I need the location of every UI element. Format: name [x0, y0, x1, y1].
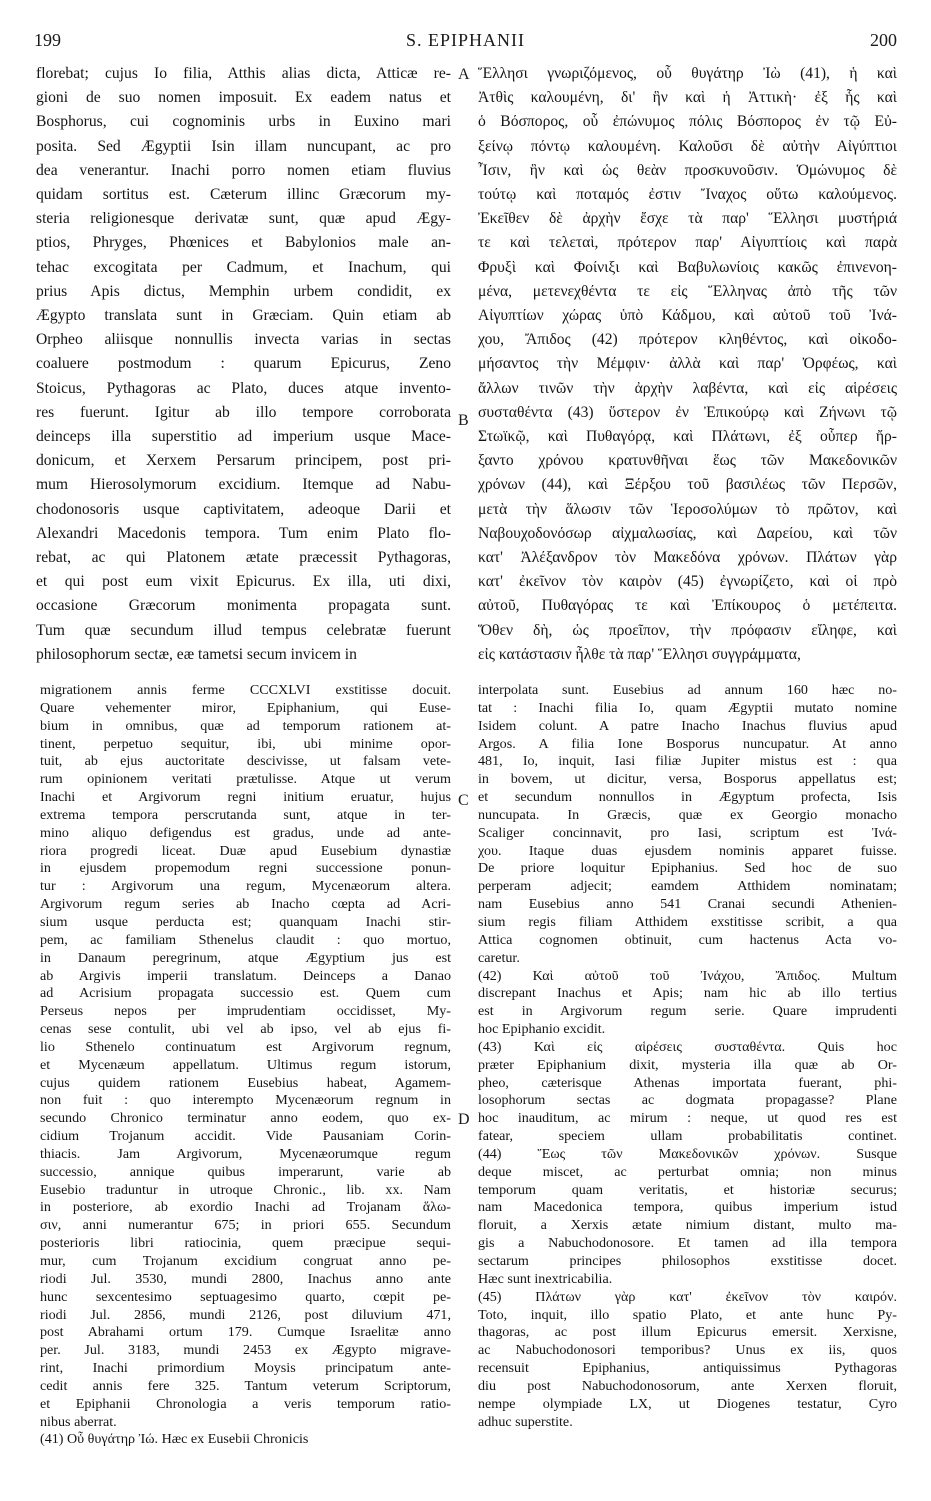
latin-text-line: chodonosoris usque captivitatem, adeoque Darii et	[36, 500, 451, 518]
note-line: gis a Nabuchodonosore. Et tamen ad illa tempora	[478, 1235, 897, 1252]
note-line: in Danaum peregrinum, atque Ægyptium jus est	[40, 949, 451, 966]
note-line: pem, ac familiam Sthenelus claudit : quo mortuo,	[40, 931, 451, 948]
greek-text-column	[478, 62, 897, 667]
note-line: ad Acrisium propagata successio est. Quem cum	[40, 985, 451, 1002]
note-line: σιν, anni numerantur 675; in priori 655. Secundum	[40, 1217, 451, 1234]
note-line: successio, annique quibus imperarunt, varie ab	[40, 1163, 451, 1180]
note-line: sectarum principes philosophos exstitisse docet.	[478, 1253, 897, 1269]
note-line: et Epiphanii Chronologia a veris temporum ratio-	[40, 1395, 451, 1412]
note-line: secundo Chronico terminatur anno eodem, quo ex-	[40, 1110, 451, 1127]
greek-text-line: Αἰγυπτίων χώρας ὑπὸ Κάδμου, καὶ αὐτοῦ τοῦ Ἰνά-	[478, 307, 897, 325]
note-line: losophorum sectas ac dogmata propagasse? Plane	[478, 1092, 897, 1109]
notes-left-column	[40, 682, 451, 1449]
latin-translation-column	[36, 62, 451, 667]
greek-text-line: Ἕλλησι γνωριζόμενος, οὗ θυγάτηρ Ἰὼ (41), ἡ καὶ	[478, 65, 897, 82]
latin-text-line: res fuerunt. Igitur ab illo tempore corroborata	[36, 403, 451, 421]
note-line: pheo, cæterisque Athenas importata fuerant, phi-	[478, 1074, 897, 1091]
greek-text-line: συσταθέντα (43) ὕστερον ἐν Ἐπικούρῳ καὶ Ζήνωνι τῷ	[478, 403, 897, 421]
note-line: Perseus nepos per imprudentiam occidisset, My-	[40, 1003, 451, 1020]
note-line: migrationem annis ferme CCCXLVI exstitisse docuit.	[40, 682, 451, 698]
latin-text-line: philosophorum sectæ, eæ tametsi secum invicem in	[36, 645, 357, 663]
note-line: Eusebio traduntur in utroque Chronic., lib. xx. Nam	[40, 1181, 451, 1198]
greek-text-line: τούτῳ καὶ ποταμός ἐστιν Ἴναχος οὕτω καλούμενος.	[478, 186, 897, 204]
note-line: in ejusdem propemodum regni successione ponun-	[40, 860, 451, 877]
note-line: (45) Πλάτων γὰρ κατ' ἐκεῖνον τὸν καιρόν.	[478, 1288, 897, 1305]
note-line: Inachi et Argivorum regni initium eruatur, hujus	[40, 789, 451, 806]
note-line: et secundum nonnullos in Ægyptum profecta, Isis	[478, 789, 897, 806]
greek-text-line: τε καὶ τελεταὶ, πρότερον παρ' Αἰγυπτίοις καὶ παρὰ	[478, 234, 897, 252]
latin-text-line: occasione Græcorum monimenta propagata sunt.	[36, 597, 451, 615]
note-line: mur, cum Trojanum excidium congruat anno pe-	[40, 1253, 451, 1269]
margin-marker-d: D	[458, 1111, 470, 1128]
note-line: riodi Jul. 2856, mundi 2126, post diluvium 471,	[40, 1306, 451, 1323]
note-line: Isidem colunt. A patre Inacho Inachus fluvius apud	[478, 717, 897, 734]
note-line: caretur.	[478, 949, 520, 966]
right-page-number: 200	[870, 30, 897, 50]
note-line: Quare vehementer miror, Epiphanium, qui Euse-	[40, 699, 451, 716]
note-line: fatear, speciem ullam probabilitatis continet.	[478, 1128, 897, 1145]
margin-marker-c: C	[458, 792, 469, 809]
note-line: χου. Itaque duas ejusdem nominis apparet fuisse.	[478, 842, 897, 859]
notes-right-column	[478, 682, 897, 1431]
note-line: riora progredi liceat. Duæ apud Eusebium dynastiæ	[40, 842, 451, 859]
note-line: interpolata sunt. Eusebius ad annum 160 hæc no-	[478, 682, 897, 698]
greek-text-line: Ἀτθὶς καλουμένη, δι' ἣν καὶ ἡ Ἀττικὴ· ἐξ ἧς καὶ	[478, 89, 897, 107]
note-line: deque miscet, ac perturbat omnia; non minus	[478, 1163, 897, 1180]
note-line: in bovem, ut dicitur, versa, Bosporus appellatus est;	[478, 771, 897, 788]
margin-marker-a: A	[458, 66, 470, 83]
note-line: cedit annis fere 325. Tantum veterum Scriptorum,	[40, 1377, 451, 1394]
note-line: rint, Inachi primordium Moysis principatum ante-	[40, 1360, 451, 1377]
latin-text-line: Tum quæ secundum illud tempus celebratæ fuerunt	[36, 621, 451, 639]
greek-text-line: Ὅθεν δὴ, ὡς προεῖπον, τὴν πρόφασιν εἴληφε, καὶ	[478, 621, 897, 639]
note-line: non fuit : quo interempto Mycenæorum regnum in	[40, 1092, 451, 1109]
note-line: mino aliquo defigendus est gradus, unde ad ante-	[40, 824, 451, 841]
note-line: nempe olympiade LX, ut Diogenes testatur, Cyro	[478, 1395, 897, 1412]
greek-text-line: Ἐκεῖθεν δὲ ἀρχὴν ἔσχε τὰ παρ' Ἕλλησι μυστήριά	[478, 210, 897, 228]
greek-text-line: κατ' Ἀλέξανδρον τὸν Μακεδόνα χρόνων. Πλάτων γὰρ	[478, 549, 897, 567]
note-line: tinent, perpetuo sequitur, ibi, ubi minime opor-	[40, 735, 451, 752]
note-line: cujus quidem rationem Eusebius habeat, Agamem-	[40, 1074, 451, 1091]
note-line: Argivorum regum series ab Inacho cœpta ad Acri-	[40, 896, 451, 913]
note-line: rum opinionem veritati prætulisse. Atque ut verum	[40, 771, 451, 788]
note-line: (42) Καὶ αὐτοῦ τοῦ Ἰνάχου, Ἄπιδος. Multum	[478, 967, 897, 984]
latin-text-line: mum Hierosolymorum excidium. Itemque ad Nabu-	[36, 476, 451, 494]
note-line: nibus aberrat.	[40, 1413, 117, 1430]
latin-text-line: gioni de suo nomen imposuit. Ex eadem natus et	[36, 89, 451, 107]
greek-text-line: αὐτοῦ, Πυθαγόρας τε καὶ Ἐπίκουρος ὁ μετέπειτα.	[478, 597, 897, 615]
latin-text-line: quidam sortitus est. Cæterum illinc Græcorum my-	[36, 186, 451, 204]
note-line: ab Argivis imperii translatum. Deinceps a Danao	[40, 967, 451, 984]
latin-text-line: posita. Sed Ægyptii Isin illam nuncupant, ac pro	[36, 137, 451, 155]
note-line: Toto, inquit, illo spatio Plato, et ante hunc Py-	[478, 1306, 897, 1323]
note-line: adhuc superstite.	[478, 1413, 573, 1430]
note-line: cenas sese contulit, ubi vel ab ipso, vel ab ejus fi-	[40, 1021, 451, 1038]
latin-text-line: rebat, ac qui Platonem ætate præcessit Pythagoras,	[36, 549, 451, 567]
note-line: temporum quam veritatis, et historiæ securus;	[478, 1181, 897, 1198]
note-line: et Mycenæum appellatum. Ultimus regum istorum,	[40, 1056, 451, 1073]
greek-text-line: ξείνῳ πόντῳ καλουμένη. Καλοῦσι δὲ αὐτὴν Αἰγύπτιοι	[478, 137, 897, 155]
greek-text-line: Ναβουχοδονόσωρ αἰχμαλωσίας, καὶ Δαρείου, καὶ τῶν	[478, 524, 897, 542]
latin-text-line: Orpheo aliisque nonnullis invecta varias in sectas	[36, 331, 451, 349]
note-line: Hæc sunt inextricabilia.	[478, 1270, 613, 1287]
note-line: posterioris libri ratiocinia, quem præcipue sequi-	[40, 1235, 451, 1252]
greek-text-line: κατ' ἐκεῖνον τὸν καιρὸν (45) ἐγνωρίζετο, καὶ οἱ πρὸ	[478, 573, 897, 591]
latin-text-line: deinceps illa superstitio ad imperium usque Mace-	[36, 428, 451, 446]
greek-text-line: ὁ Βόσπορος, οὗ ἐπώνυμος πόλις Βόσπορος ἐν τῷ Εὐ-	[478, 113, 897, 131]
margin-marker-b: B	[458, 412, 469, 429]
note-line: per. Jul. 3183, mundi 2453 ex Ægypto migrave-	[40, 1342, 451, 1359]
latin-text-line: Ægypto translata sunt in Græciam. Quin etiam ab	[36, 307, 451, 325]
note-line: præter Epiphanium dixit, mysteria illa quæ ab Or-	[478, 1056, 897, 1073]
latin-text-line: ptios, Phryges, Phœnices et Babylonios male an-	[36, 234, 451, 252]
greek-text-line: Στωϊκῷ, καὶ Πυθαγόρᾳ, καὶ Πλάτωνι, ἐξ οὗπερ ἤρ-	[478, 428, 897, 446]
greek-text-line: ξαντο χρόνου κρατυνθῆναι ἕως τῶν Μακεδονικῶν	[478, 452, 897, 470]
left-page-number: 199	[34, 30, 61, 50]
latin-text-line: Alexandri Macedonis tempora. Tum enim Plato flo-	[36, 524, 451, 542]
note-line: riodi Jul. 3530, mundi 2800, Inachus anno ante	[40, 1270, 451, 1287]
note-line: hoc inauditum, ac mirum : neque, ut quod res est	[478, 1110, 897, 1127]
note-line: (41) Οὗ θυγάτηρ Ἰώ. Hæc ex Eusebii Chronicis	[40, 1431, 309, 1448]
note-line: 481, Io, inquit, Iasi filiæ Jupiter mistus est : qua	[478, 753, 897, 770]
latin-text-line: Stoicus, Pythagoras ac Plato, duces atque invento-	[36, 379, 451, 397]
note-line: nam Eusebius anno 541 Cranai secundi Athenien-	[478, 896, 897, 913]
note-line: nam Macedonica tempora, quibus imperium istud	[478, 1199, 897, 1216]
note-line: thiacis. Jam Argivorum, Mycenæorumque regum	[40, 1145, 451, 1162]
note-line: Attica cognomen obtinuit, cum hactenus Acta vo-	[478, 931, 897, 948]
latin-text-line: dea venerantur. Inachi porro nomen etiam fluvius	[36, 161, 451, 179]
note-line: tuit, ab ejus auctoritate descivisse, ut falsam vete-	[40, 753, 451, 770]
note-line: est in Argivorum regum serie. Quare imprudenti	[478, 1003, 897, 1020]
latin-text-line: florebat; cujus Io filia, Atthis alias dicta, Atticæ re-	[36, 65, 451, 82]
note-line: cidium Trojanum accidit. Vide Pausaniam Corin-	[40, 1128, 451, 1145]
note-line: thagoras, ac post illum Epicurus emersit. Xerxisne,	[478, 1324, 897, 1341]
note-line: tur : Argivorum una regum, Mycenæorum altera.	[40, 878, 451, 895]
latin-text-line: prius Apis dictus, Memphin urbem condidit, ex	[36, 282, 451, 300]
latin-text-line: et qui post eum vixit Epicurus. Ex illa, uti dixi,	[36, 573, 451, 591]
latin-text-line: tehac excogitata per Cadmum, et Inachum, qui	[36, 258, 451, 276]
note-line: ac Nabuchodonosori temporibus? Unus ex iis, quos	[478, 1342, 897, 1359]
running-title: S. EPIPHANII	[405, 30, 525, 50]
note-line: post Abrahami ortum 179. Cumque Israelitæ anno	[40, 1324, 451, 1341]
note-line: discrepant Inachus et Apis; nam hic ab illo tertius	[478, 985, 897, 1002]
note-line: bium in omnibus, quæ ad temporum rationem at-	[40, 717, 451, 734]
greek-text-line: Φρυξὶ καὶ Φοίνιξι καὶ Βαβυλωνίοις κακῶς ἐπινενοη-	[478, 258, 897, 276]
note-line: hoc Epiphanio excidit.	[478, 1021, 606, 1038]
note-line: sium regis filiam Atthidem exstitisse scribit, a qua	[478, 913, 897, 930]
latin-text-line: Bosphorus, cui cognominis urbs in Euxino mari	[36, 113, 451, 131]
note-line: tat : Inachi filia Io, quam Ægyptii mutato nomine	[478, 699, 897, 716]
greek-text-line: χου, Ἄπιδος (42) πρότερον κληθέντος, καὶ οἰκοδο-	[478, 331, 897, 349]
greek-text-line: μένα, μετενεχθέντα τε εἰς Ἕλληνας ἀπὸ τῆς τῶν	[478, 282, 897, 300]
greek-text-line: εἰς κατάστασιν ἦλθε τὰ παρ' Ἕλλησι συγγράμματα,	[478, 645, 801, 663]
greek-text-line: ἄλλων τινῶν τὴν ἀρχὴν λαβέντα, καὶ εἰς αἱρέσεις	[478, 379, 897, 397]
note-line: hunc sexcentesimo septuagesimo quarto, cœpit pe-	[40, 1288, 451, 1305]
note-line: (43) Καὶ εἰς αἱρέσεις συσταθέντα. Quis hoc	[478, 1038, 897, 1055]
latin-text-line: donicum, et Xerxem Persarum principem, post pri-	[36, 452, 451, 470]
note-line: Argos. A filia Ione Bosporus nuncupatur. At anno	[478, 735, 897, 752]
note-line: (44) Ἕως τῶν Μακεδονικῶν χρόνων. Susque	[478, 1145, 897, 1162]
note-line: nuncupata. In Græcis, quæ ex Georgio monacho	[478, 806, 897, 823]
note-line: lio Sthenelo continuatum est Argivorum regnum,	[40, 1038, 451, 1055]
greek-text-line: χρόνων (44), καὶ Ξέρξου τοῦ βασιλέως τῶν Περσῶν,	[478, 476, 897, 494]
latin-text-line: steria religionesque derivatæ sunt, quæ apud Ægy-	[36, 210, 451, 228]
note-line: in posteriore, ab exordio Inachi ad Trojanam ἅλω-	[40, 1199, 451, 1216]
greek-text-line: Ἶσιν, ἣν καὶ ὡς θεὰν προσκυνοῦσιν. Ὁμώνυμος δὲ	[478, 161, 897, 179]
note-line: sium usque perducta est; quanquam Inachi stir-	[40, 913, 451, 930]
latin-text-line: coaluere postmodum : quarum Epicurus, Zeno	[36, 355, 451, 373]
note-line: diu post Nabuchodonosorum, ante Xerxen floruit,	[478, 1377, 897, 1394]
greek-text-line: μήσαντος τὴν Μέμφιν· ἀλλὰ καὶ παρ' Ὀρφέως, καὶ	[478, 355, 897, 373]
note-line: perperam adjecit; eamdem Atthidem nominatam;	[478, 878, 897, 895]
note-line: Scaliger concinnavit, pro Iasi, scriptum est Ἰνά-	[478, 824, 897, 841]
note-line: floruit, a Xerxis ætate nimium distant, multo ma-	[478, 1217, 897, 1234]
greek-text-line: μετὰ τὴν ἅλωσιν τῶν Ἱεροσολύμων τὸ πρῶτον, καὶ	[478, 500, 897, 518]
note-line: extrema tempora perscrutanda sunt, atque in ter-	[40, 806, 451, 823]
note-line: De priore loquitur Epiphanius. Sed hoc de suo	[478, 860, 897, 877]
note-line: recensuit Epiphanius, antiquissimus Pythagoras	[478, 1360, 897, 1377]
